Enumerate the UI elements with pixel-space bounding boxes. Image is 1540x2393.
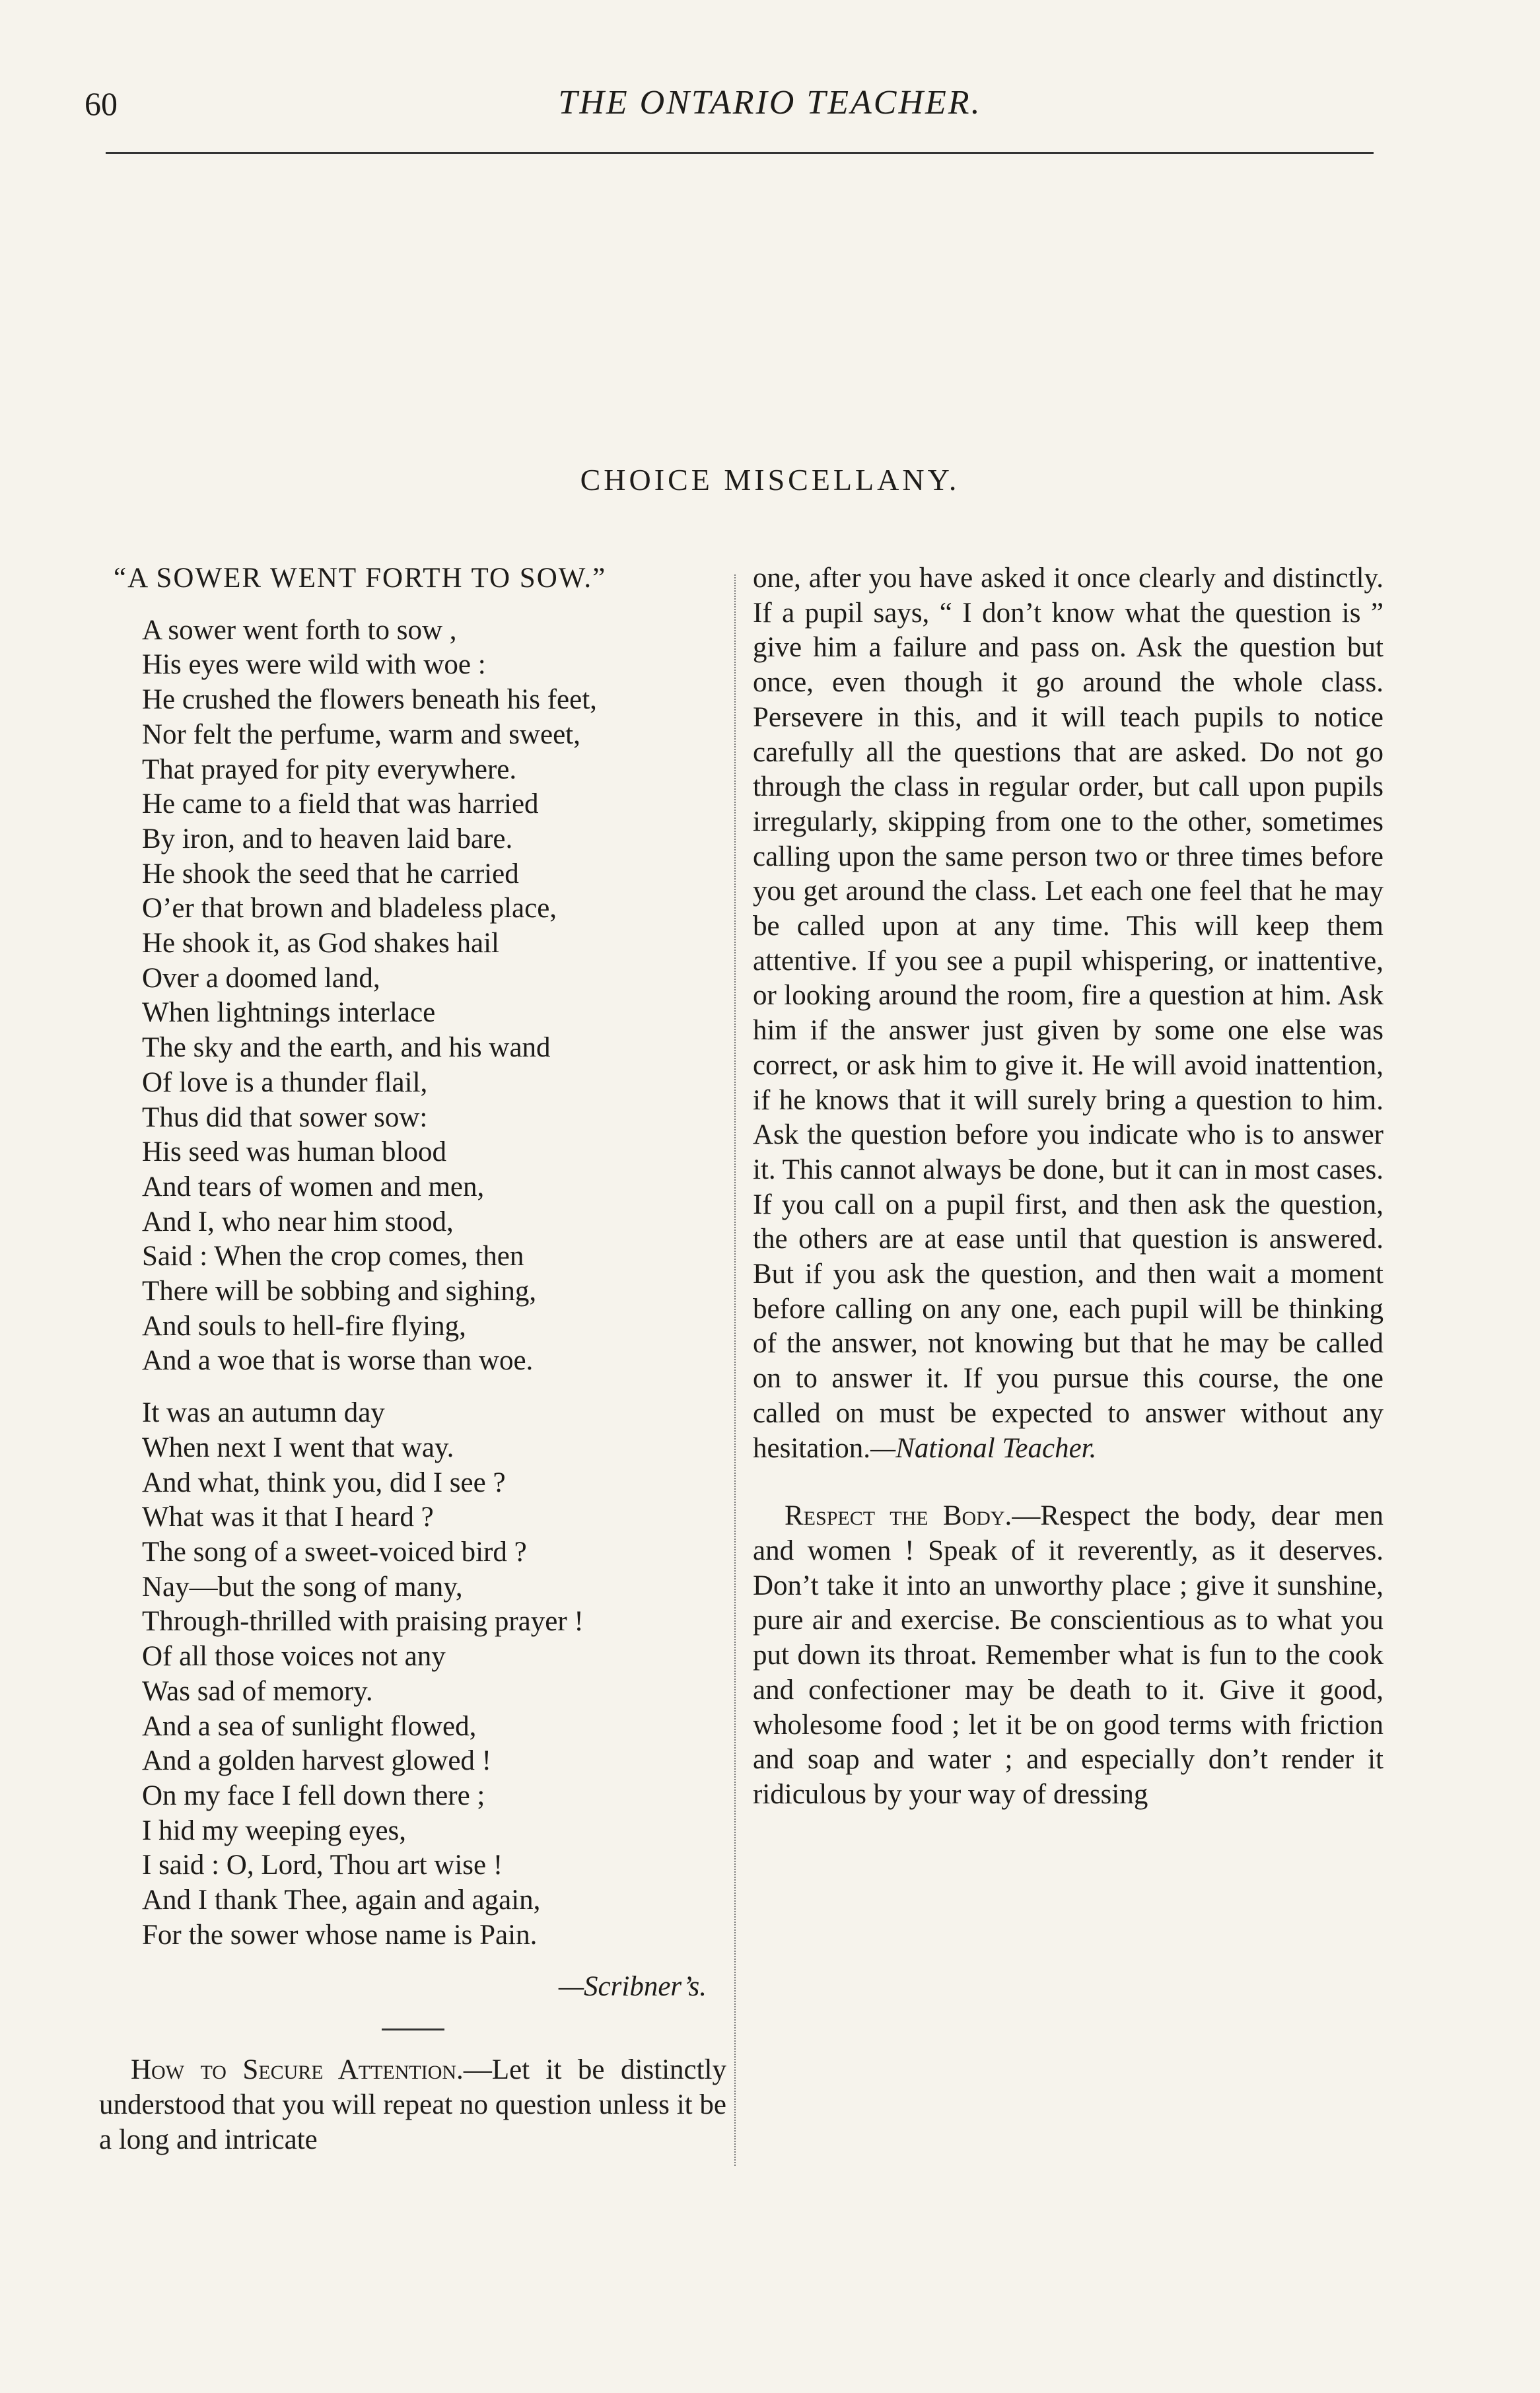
poem-line: When next I went that way. [142, 1432, 454, 1463]
poem-line: He shook it, as God shakes hail [142, 928, 500, 959]
poem-line: He shook the seed that he carried [142, 858, 519, 889]
poem-line: And what, think you, did I see ? [142, 1467, 506, 1498]
poem-line: He crushed the flowers beneath his feet, [142, 684, 597, 716]
column-divider [734, 574, 736, 2166]
poem-line: A sower went forth to sow , [142, 614, 457, 646]
respect-text: —Respect the body, dear men and women ! Speak of it reverently, as it deserves. Don’t take it into an unworthy place ; give it sunshine, pure air and exercise. Be conscientious as to what you put down its throat. Remember what is fun to the cook and confectioner may be death to it. Give it good, wholesome food ; let it be on good terms with friction and soap and water ; and especially don’t render it ridiculous by your way of dressing [753, 1500, 1383, 1810]
poem-line: And tears of women and men, [142, 1171, 485, 1202]
poem-line: And I, who near him stood, [142, 1206, 454, 1237]
poem-line: When lightnings interlace [142, 997, 436, 1029]
poem-line: Of all those voices not any [142, 1641, 446, 1673]
page-number: 60 [85, 85, 118, 122]
poem-line: On my face I fell down there ; [142, 1780, 485, 1811]
poem-line: He came to a field that was harried [142, 788, 539, 820]
poem-line: And a woe that is worse than woe. [142, 1345, 534, 1377]
poem-line: The song of a sweet-voiced bird ? [142, 1536, 527, 1568]
respect-paragraph [753, 1499, 1383, 1812]
right-column [753, 561, 1383, 2172]
separator-rule [382, 2029, 444, 2030]
poem-line: His eyes were wild with woe : [142, 649, 486, 681]
poem-stanza-2 [142, 1396, 726, 1953]
poem-line: And I thank Thee, again and again, [142, 1885, 541, 1916]
poem-line: What was it that I heard ? [142, 1502, 434, 1533]
header-rule [106, 152, 1374, 154]
poem-line: His seed was human blood [142, 1136, 446, 1168]
attention-paragraph-continued [753, 561, 1383, 1466]
attention-text-left: —Let it be distinctly understood that you will repeat no question unless it be a long and intricate [99, 2054, 726, 2155]
poem-line: Was sad of memory. [142, 1675, 373, 1707]
poem-line: And souls to hell-fire flying, [142, 1310, 466, 1342]
attention-heading: How to Secure Attention. [131, 2054, 464, 2086]
poem-line: I hid my weeping eyes, [142, 1815, 407, 1846]
poem-line: And a sea of sunlight flowed, [142, 1710, 477, 1742]
poem-line: By iron, and to heaven laid bare. [142, 823, 513, 854]
poem-line: Through-thrilled with praising prayer ! [142, 1606, 584, 1638]
attention-text-right: one, after you have asked it once clearly and distinctly. If a pupil says, “ I don’t know what the question is ” give him a failure and pass on. Ask the question but once, even though it go around the whole class. Persevere in this, and it will teach pupils to notice carefully all the questions that are asked. Do not go through the class in regular order, but call upon pupils irregularly, skipping from one to the other, sometimes calling upon the same person two or three times before you get around the class. Let each one feel that he may be called upon at any time. This will keep them attentive. If you see a pupil whispering, or inattentive, or looking around the room, fire a question at him. Ask him if the answer just given by some one else was correct, or ask him to give it. He will avoid inattention, if he knows that it will surely bring a question to him. Ask the question before you indicate who is to answer it. This cannot always be done, but it can in most cases. If you call on a pupil first, and then ask the question, the others are at ease until that question is answered. But if you ask the question, and then wait a moment before calling on any one, each pupil will be thinking of the answer, not knowing but that he may be called on to answer it. If you pursue this course, the one called on must be expected to answer without any hesitation. [753, 563, 1383, 1464]
poem-stanza-1 [142, 613, 726, 1379]
poem-line: I said : O, Lord, Thou art wise ! [142, 1850, 503, 1881]
poem-line: There will be sobbing and sighing, [142, 1276, 537, 1307]
poem-line: O’er that brown and bladeless place, [142, 893, 557, 924]
running-title: THE ONTARIO TEACHER. [558, 84, 982, 121]
poem-line: That prayed for pity everywhere. [142, 753, 517, 785]
attention-paragraph-start [99, 2053, 726, 2157]
attention-source: —National Teacher. [870, 1432, 1097, 1464]
poem-line: The sky and the earth, and his wand [142, 1032, 551, 1064]
poem-source: —Scribner’s. [558, 1971, 707, 2003]
poem-line: And a golden harvest glowed ! [142, 1745, 491, 1777]
poem-title: “A SOWER WENT FORTH TO SOW.” [114, 563, 607, 594]
poem-line: Thus did that sower sow: [142, 1101, 428, 1133]
poem-line: Said : When the crop comes, then [142, 1241, 524, 1272]
poem-line: Over a doomed land, [142, 962, 380, 994]
poem-line: For the sower whose name is Pain. [142, 1919, 538, 1951]
respect-heading: Respect the Body. [785, 1500, 1012, 1532]
left-column [99, 561, 726, 2172]
poem-line: Nor felt the perfume, warm and sweet, [142, 718, 580, 750]
poem-line: Nay—but the song of many, [142, 1571, 463, 1603]
poem-line: Of love is a thunder flail, [142, 1066, 428, 1098]
section-title: CHOICE MISCELLANY. [580, 463, 960, 497]
poem-line: It was an autumn day [142, 1397, 385, 1429]
